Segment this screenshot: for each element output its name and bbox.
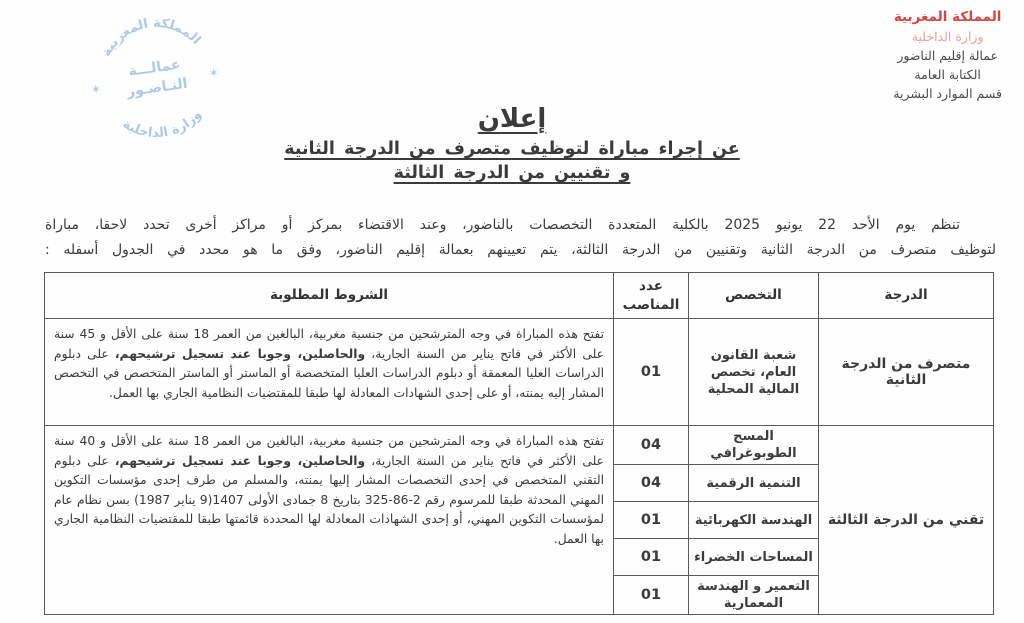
tech-specialty-cell-5: التعمير و الهندسة المعمارية	[689, 576, 819, 615]
intro-line-1: تنظم يوم الأحد 22 يونيو 2025 بالكلية المتعددة التخصصات بالناضور، وعند الاقتضاء بمركز أو مراكز أخرى تحدد لاحقا، مباراة	[45, 217, 960, 233]
col-header-specialty: التخصص	[689, 273, 819, 319]
title-block	[0, 104, 1024, 185]
tech-positions-cell-5: 01	[614, 576, 689, 615]
admin-conditions-text: تفتح هذه المباراة في وجه المترشحين من جنسية مغربية، البالغين من العمر 18 سنة على الأقل و 45 سنة على الأكثر في فاتح يناير من السنة الجارية،	[54, 327, 605, 361]
table-row-admin	[45, 319, 994, 426]
col-header-conditions: الشروط المطلوبة	[45, 273, 614, 319]
announcement-subtitle-1: عن إجراء مباراة لتوظيف متصرف من الدرجة الثانية	[284, 139, 740, 159]
tech-positions-cell-2: 04	[614, 465, 689, 502]
table-row-tech-1	[45, 426, 994, 465]
tech-specialty-cell-3: الهندسة الكهربائية	[689, 502, 819, 539]
intro-line-2: لتوظيف متصرف من الدرجة الثانية وتقنيين من الدرجة الثالثة، يتم تعيينهم بعمالة إقليم الناضور، وفق ما هو محدد في الجدول أسفله :	[45, 241, 996, 258]
letterhead-kingdom: المملكة المغربية	[893, 9, 1002, 25]
positions-table-wrapper	[44, 272, 994, 615]
admin-conditions-cell	[45, 319, 614, 426]
tech-conditions-text: تفتح هذه المباراة في وجه المترشحين من جنسية مغربية، البالغين من العمر 18 سنة على الأقل و 40 سنة على الأكثر في فاتح يناير من السنة الجارية،	[54, 434, 605, 468]
stamp-center-line2: النـاضـور	[125, 75, 189, 101]
admin-conditions-bold: والحاصلين، وجوبا عند تسجيل ترشيحهم،	[114, 346, 366, 361]
letterhead	[893, 8, 1002, 103]
table-header-row	[45, 273, 994, 319]
tech-conditions-text-end: على دبلوم التقني المتخصص في إحدى التخصصات المشار إليها يمنته، والمسلم من طرف إحدى مؤسسات التكوين المهني المحدثة طبقا للمرسوم رقم 2-86-325 بتاريخ 8 جمادى الأولى 1407(9 يناير 1987) بسن نظام عام لمؤسسات التكوين المهني، أو إحدى الشهادات المعادلة لها المحددة قائمتها طبقا للمقتضيات النظامية الجاري بها العمل.	[54, 453, 605, 546]
letterhead-secretariat: الكتابة العامة	[914, 67, 981, 82]
admin-conditions-text-end: على دبلوم الدراسات العليا المعمقة أو دبلوم الدراسات العليا المتخصصة أو الماستر أو الماستر المتخصص في التخصص المشار إليه يمنته، أو على إحدى الشهادات المعادلة لها طبقا للمقتضيات النظامية الجاري بها العمل.	[54, 346, 604, 400]
intro-paragraph	[45, 213, 996, 262]
tech-conditions-cell	[45, 426, 614, 615]
letterhead-hr-division: قسم الموارد البشرية	[893, 86, 1002, 101]
letterhead-prefecture: عمالة إقليم الناضور	[897, 48, 998, 63]
tech-positions-cell-1: 04	[614, 426, 689, 465]
admin-grade-cell: متصرف من الدرجة الثانية	[819, 319, 994, 426]
stamp-center-line1: عمالـــة	[127, 56, 182, 80]
tech-positions-cell-4: 01	[614, 539, 689, 576]
tech-specialty-cell-1: المسح الطوبوغرافي	[689, 426, 819, 465]
stamp-arc-bottom-text: وزارة الداخلية	[119, 107, 205, 142]
tech-conditions-bold: والحاصلين، وجوبا عند تسجيل ترشيحهم،	[114, 453, 366, 468]
admin-positions-cell: 01	[614, 319, 689, 426]
stamp-arc-top-text: المملكة المغربية	[99, 15, 204, 60]
tech-specialty-cell-2: التنمية الرقمية	[689, 465, 819, 502]
announcement-title: إعلان	[477, 104, 547, 134]
tech-specialty-cell-4: المساحات الخضراء	[689, 539, 819, 576]
positions-table	[44, 272, 994, 615]
stamp-star-right-icon: ✶	[207, 65, 220, 81]
stamp-star-left-icon: ✶	[89, 81, 102, 98]
announcement-subtitle-2: و تقنيين من الدرجة الثالثة	[393, 163, 631, 183]
letterhead-ministry: وزارة الداخلية	[911, 29, 984, 44]
tech-grade-cell: تقني من الدرجة الثالثة	[819, 426, 994, 615]
tech-positions-cell-3: 01	[614, 502, 689, 539]
col-header-positions: عدد المناصب	[614, 273, 689, 319]
admin-specialty-cell: شعبة القانون العام، تخصص المالية المحلية	[689, 319, 819, 426]
col-header-grade: الدرجة	[819, 273, 994, 319]
